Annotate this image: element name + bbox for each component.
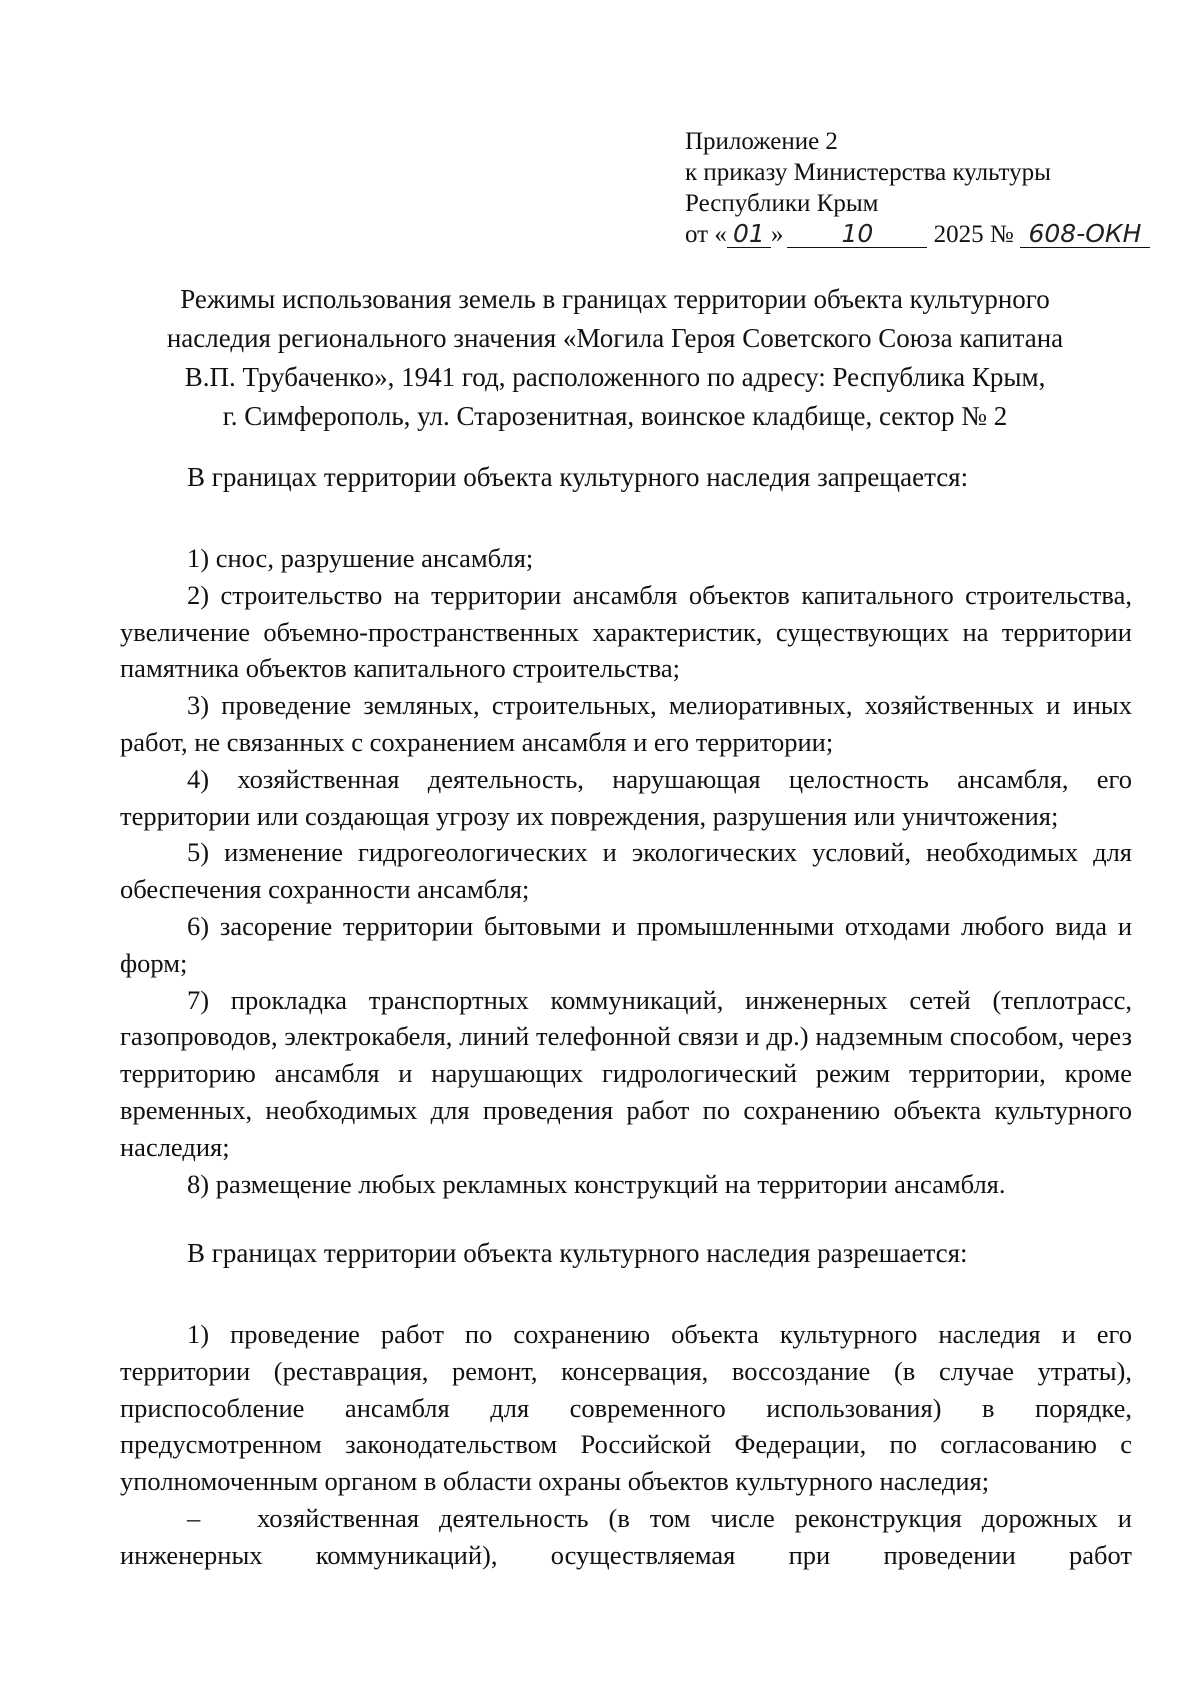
allowed-dash-item bbox=[120, 1500, 1132, 1574]
date-prefix: от « bbox=[685, 221, 727, 248]
allowed-list bbox=[120, 1316, 1132, 1574]
prohibited-item-7: 7) прокладка транспортных коммуникаций, инженерных сетей (теплотрасс, газопроводов, электрокабеля, линий телефонной связи и др.) надземным способом, через территорию ансамбля и нарушающих гидрологический режим территории, кроме временных, необходимых для проведения работ по сохранению объекта культурного наследия; bbox=[120, 984, 1132, 1162]
document-title bbox=[120, 280, 1110, 436]
prohibited-list bbox=[120, 540, 1132, 1202]
prohibited-item-6: 6) засорение территории бытовыми и промышленными отходами любого вида и форм; bbox=[120, 910, 1132, 978]
date-day-close: » bbox=[770, 221, 784, 248]
annex-order-ref: к приказу Министерства культуры bbox=[685, 159, 1051, 186]
prohibited-item-5: 5) изменение гидрогеологических и экологических условий, необходимых для обеспечения сохранности ансамбля; bbox=[120, 837, 1132, 905]
dash-marker: – bbox=[187, 1502, 201, 1533]
title-line-3: В.П. Трубаченко», 1941 год, расположенного по адресу: Республика Крым, bbox=[184, 362, 1046, 392]
allowed-item-1: 1) проведение работ по сохранению объекта культурного наследия и его территории (реставрация, ремонт, консервация, воссоздание (в случае утраты), приспособление ансамбля для современного использования) в порядке, предусмотренном законодательством Российской Федерации, по согласованию с уполномоченным органом в области охраны объектов культурного наследия; bbox=[120, 1319, 1132, 1497]
prohibited-item-3: 3) проведение земляных, строительных, мелиоративных, хозяйственных и иных работ, не связанных с сохранением ансамбля и его территории; bbox=[120, 690, 1132, 757]
prohibited-item-4: 4) хозяйственная деятельность, нарушающая целостность ансамбля, его территории или создающая угрозу их повреждения, разрушения или уничтожения; bbox=[120, 763, 1132, 831]
title-line-1: Режимы использования земель в границах территории объекта культурного bbox=[180, 284, 1050, 314]
prohibited-item-2: 2) строительство на территории ансамбля объектов капитального строительства, увеличение объемно-пространственных характеристик, существующих на территории памятника объектов капитального строительства; bbox=[120, 579, 1132, 684]
annex-title: Приложение 2 bbox=[685, 128, 838, 155]
prohibited-item-8: 8) размещение любых рекламных конструкций на территории ансамбля. bbox=[187, 1168, 1006, 1199]
annex-header bbox=[685, 126, 1150, 250]
annex-region: Республики Крым bbox=[685, 190, 879, 217]
date-day-handwritten: 01 bbox=[727, 221, 771, 248]
order-number-handwritten: 608-ОКН bbox=[1020, 221, 1150, 248]
allowed-heading: В границах территории объекта культурного наследия разрешается: bbox=[187, 1238, 968, 1268]
prohibited-heading: В границах территории объекта культурного наследия запрещается: bbox=[187, 462, 969, 492]
date-year: 2025 № bbox=[933, 221, 1014, 248]
prohibited-item-1: 1) снос, разрушение ансамбля; bbox=[187, 543, 534, 573]
allowed-dash-item-text: хозяйственная деятельность (в том числе реконструкция дорожных и инженерных коммуникаций), осуществляемая при проведении работ bbox=[120, 1502, 1132, 1570]
date-month-handwritten: 10 bbox=[787, 221, 927, 248]
title-line-4: г. Симферополь, ул. Старозенитная, воинское кладбище, сектор № 2 bbox=[222, 401, 1008, 431]
title-line-2: наследия регионального значения «Могила Героя Советского Союза капитана bbox=[166, 323, 1064, 353]
annex-date-line bbox=[685, 219, 1150, 250]
